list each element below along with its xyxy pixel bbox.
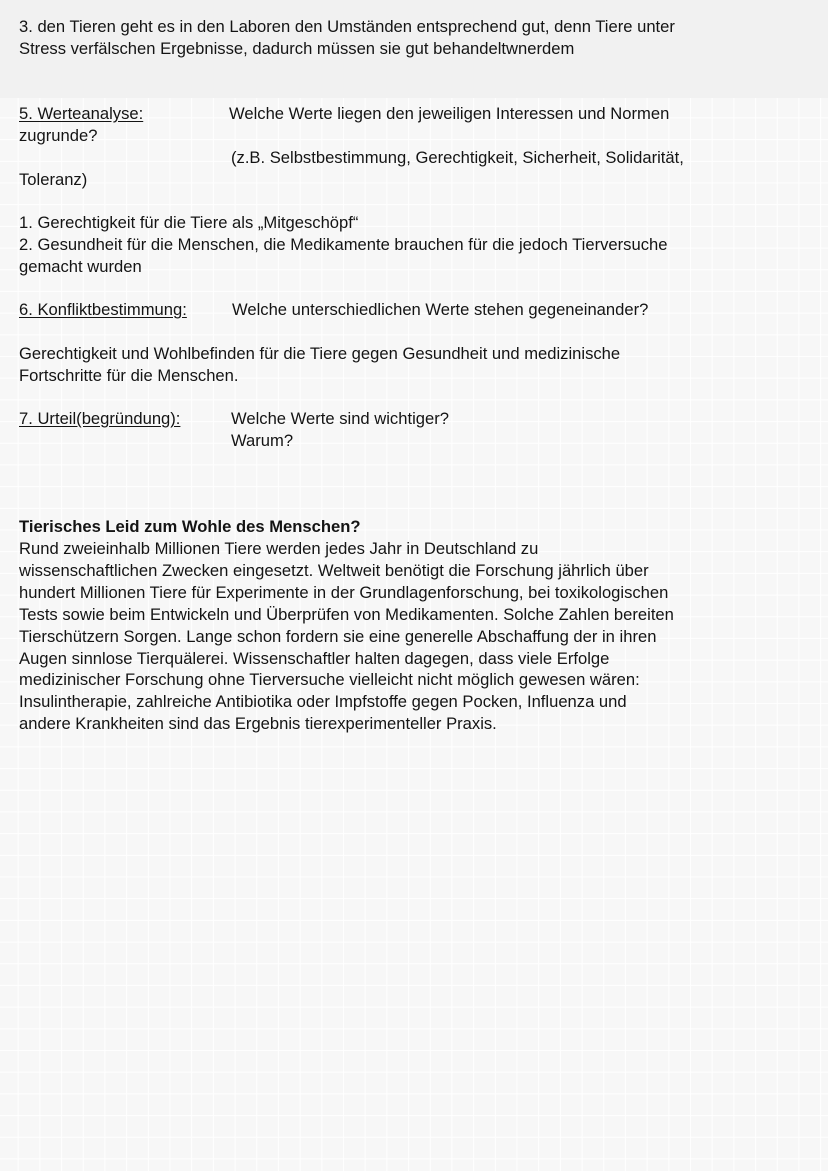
article-line: Tests sowie beim Entwickeln und Überprüfen von Medikamenten. Solche Zahlen bereiten bbox=[19, 605, 674, 624]
section-5-answer-2: 2. Gesundheit für die Menschen, die Medikamente brauchen für die jedoch Tierversuche bbox=[19, 235, 668, 254]
section-6-answer-line-2: Fortschritte für die Menschen. bbox=[19, 366, 239, 385]
section-5-question-cont: zugrunde? bbox=[19, 126, 98, 145]
section-6-answer-line-1: Gerechtigkeit und Wohlbefinden für die Tiere gegen Gesundheit und medizinische bbox=[19, 344, 621, 363]
section-7-question-2: Warum? bbox=[231, 431, 294, 450]
section-7-heading: 7. Urteil(begründung): bbox=[19, 409, 181, 428]
article-line: Tierschützern Sorgen. Lange schon fordern sie eine generelle Abschaffung der in ihren bbox=[19, 627, 657, 646]
article-title: Tierisches Leid zum Wohle des Menschen? bbox=[19, 517, 361, 536]
article-line: Rund zweieinhalb Millionen Tiere werden jedes Jahr in Deutschland zu bbox=[19, 539, 539, 558]
section-6-heading: 6. Konfliktbestimmung: bbox=[19, 300, 187, 319]
article-line: andere Krankheiten sind das Ergebnis tierexperimenteller Praxis. bbox=[19, 714, 497, 733]
article-line: medizinischer Forschung ohne Tierversuche vielleicht nicht möglich gewesen wären: bbox=[19, 670, 640, 689]
section-5-answer-1: 1. Gerechtigkeit für die Tiere als „Mitgeschöpf“ bbox=[19, 213, 359, 232]
article-line: wissenschaftlichen Zwecken eingesetzt. Weltweit benötigt die Forschung jährlich über bbox=[19, 561, 649, 580]
section-6-question: Welche unterschiedlichen Werte stehen gegeneinander? bbox=[232, 300, 649, 319]
article-line: Insulintherapie, zahlreiche Antibiotika oder Impfstoffe gegen Pocken, Influenza und bbox=[19, 692, 627, 711]
section-5-answer-2-cont: gemacht wurden bbox=[19, 257, 142, 276]
section-5-example-cont: Toleranz) bbox=[19, 170, 88, 189]
point-3-line-1: 3. den Tieren geht es in den Laboren den Umständen entsprechend gut, denn Tiere unter bbox=[19, 17, 675, 36]
article-line: hundert Millionen Tiere für Experimente in der Grundlagenforschung, bei toxikologischen bbox=[19, 583, 669, 602]
section-7-question-1: Welche Werte sind wichtiger? bbox=[231, 409, 449, 428]
section-5-example: (z.B. Selbstbestimmung, Gerechtigkeit, Sicherheit, Solidarität, bbox=[231, 148, 684, 167]
point-3-line-2: Stress verfälschen Ergebnisse, dadurch müssen sie gut behandeltwnerdem bbox=[19, 39, 575, 58]
section-5-heading: 5. Werteanalyse: bbox=[19, 104, 144, 123]
section-5-question: Welche Werte liegen den jeweiligen Interessen und Normen bbox=[229, 104, 670, 123]
article-line: Augen sinnlose Tierquälerei. Wissenschaftler halten dagegen, dass viele Erfolge bbox=[19, 649, 610, 668]
